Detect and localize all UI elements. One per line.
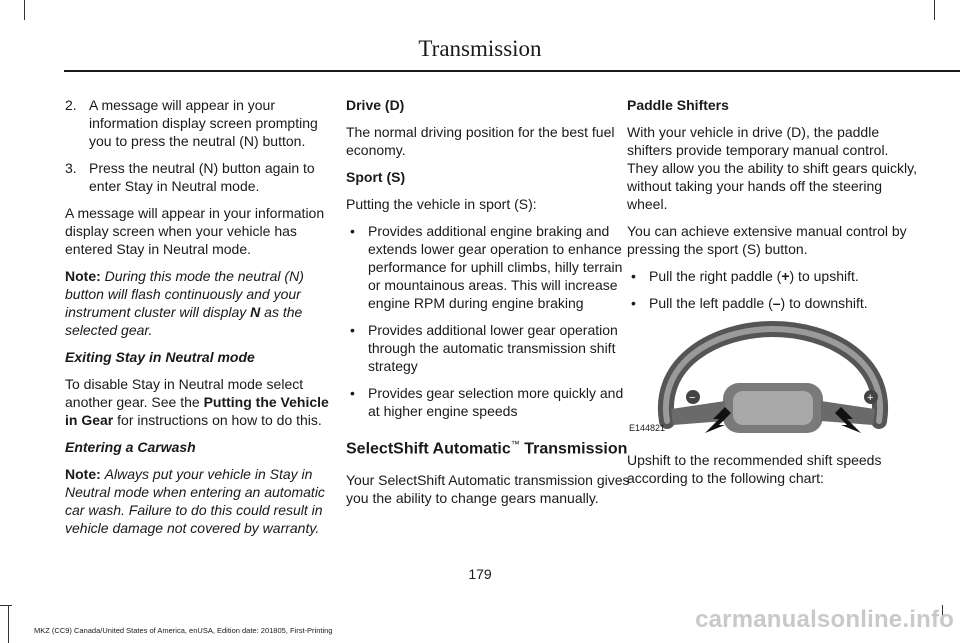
page-number: 179 (468, 566, 492, 582)
link-putting-vehicle-in-gear[interactable]: Putting the Vehicle in Gear (65, 394, 329, 428)
bullet-item (346, 384, 632, 420)
column-2 (346, 96, 632, 516)
bullet-icon: • (350, 322, 355, 338)
note-text: Always put your vehicle in Stay in Neutral mode when entering an automatic car wash. Failure to do this could result in vehicle damage not covered by warranty. (65, 466, 325, 536)
heading-entering-carwash: Entering a Carwash (65, 439, 196, 455)
crop-mark-top-right (934, 0, 935, 20)
bullet-item (346, 222, 632, 312)
paragraph-paddle-2: You can achieve extensive manual control by pressing the sport (S) button. (627, 223, 907, 257)
trademark-symbol: ™ (510, 439, 520, 449)
bullet-item (627, 267, 919, 285)
crop-mark-bottom-left-h (0, 605, 12, 606)
wheel-hub-panel (733, 391, 813, 425)
paragraph-drive: The normal driving position for the best fuel economy. (346, 124, 615, 158)
plus-symbol: + (781, 268, 790, 284)
heading-drive: Drive (D) (346, 97, 405, 113)
bullet-text-b: ) to upshift. (789, 268, 859, 284)
section-heading-selectshift (346, 434, 632, 459)
bullet-icon: • (631, 268, 636, 284)
step-number: 3. (65, 160, 77, 176)
bullet-item (627, 294, 919, 312)
heading-paddle-shifters: Paddle Shifters (627, 97, 729, 113)
step-number: 2. (65, 97, 77, 113)
bullet-item (346, 321, 632, 375)
footer-edition: MKZ (CC9) Canada/United States of America, enUSA, Edition date: 201805, First-Printing (34, 626, 333, 635)
steering-wheel-illustration (627, 321, 919, 439)
crop-mark-bottom-left (8, 605, 9, 643)
column-1 (65, 96, 340, 546)
step-text: Press the neutral (N) button again to enter Stay in Neutral mode. (89, 160, 315, 194)
bullet-text-a: Pull the left paddle ( (649, 295, 773, 311)
plus-label: + (867, 392, 874, 404)
bullet-text: Provides additional engine braking and extends lower gear operation to enhance performance for uphill climbs, hilly terrain or mountainous areas. This will increase engine RPM during engine braking (368, 223, 623, 311)
note-gear-n: N (250, 304, 261, 320)
paragraph-text-end: for instructions on how to do this. (113, 412, 322, 428)
note-text: During this mode the neutral (N) button will flash continuously and your instrument cluster will display (65, 268, 304, 320)
crop-mark-top-left (24, 0, 25, 20)
bullet-text-a: Pull the right paddle ( (649, 268, 782, 284)
watermark: carmanualsonline.info (695, 606, 954, 633)
bullet-icon: • (350, 385, 355, 401)
header-rule (64, 70, 960, 72)
paragraph-paddle-1: With your vehicle in drive (D), the paddle shifters provide temporary manual control. They allow you the ability to shift gears quickly, without taking your hands off the steering wheel. (627, 124, 917, 212)
step-text: A message will appear in your information display screen prompting you to press the neutral (N) button. (89, 97, 318, 149)
note-neutral-flash (65, 267, 340, 339)
bullet-text (649, 294, 868, 312)
numbered-step (65, 96, 340, 150)
column-3 (627, 96, 919, 496)
section-heading-text-end: Transmission (519, 440, 628, 458)
note-text-end: as the selected gear. (65, 304, 303, 338)
numbered-step (65, 159, 340, 195)
bullet-icon: • (631, 295, 636, 311)
bullet-icon: • (350, 223, 355, 239)
page-title: Transmission (418, 36, 542, 61)
paragraph-exiting (65, 375, 340, 429)
bullet-text: Provides additional lower gear operation through the automatic transmission shift strategy (368, 322, 618, 374)
note-label: Note: (65, 466, 101, 482)
heading-exiting-neutral: Exiting Stay in Neutral mode (65, 349, 255, 365)
note-carwash (65, 465, 340, 537)
heading-sport: Sport (S) (346, 169, 406, 185)
paragraph-neutral-message: A message will appear in your information display screen when your vehicle has entered Stay in Neutral mode. (65, 205, 325, 257)
paragraph-text: To disable Stay in Neutral mode select another gear. See the (65, 376, 304, 410)
paragraph-upshift: Upshift to the recommended shift speeds according to the following chart: (627, 452, 882, 486)
paragraph-sport: Putting the vehicle in sport (S): (346, 196, 537, 212)
bullet-text: Provides gear selection more quickly and at higher engine speeds (368, 385, 624, 419)
paragraph-selectshift: Your SelectShift Automatic transmission gives you the ability to change gears manually. (346, 472, 630, 507)
steering-wheel-figure (627, 321, 919, 439)
minus-symbol: – (772, 295, 781, 311)
minus-label: − (689, 392, 696, 404)
bullet-text-b: ) to downshift. (780, 295, 868, 311)
note-label: Note: (65, 268, 101, 284)
figure-code: E144821 (629, 423, 666, 433)
bullet-text (649, 267, 859, 285)
section-heading-text: SelectShift Automatic (346, 440, 511, 458)
